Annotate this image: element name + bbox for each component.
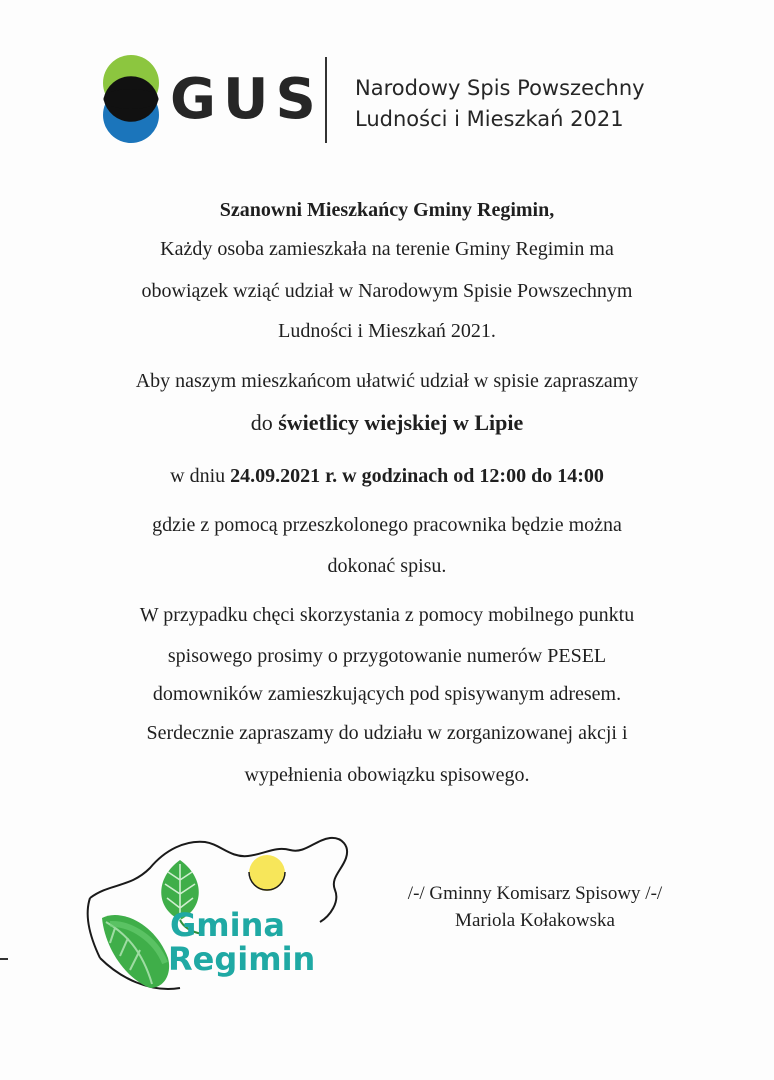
signature-name: Mariola Kołakowska [455, 910, 615, 931]
subtitle-line-1: Narodowy Spis Powszechny [355, 76, 645, 100]
place-prefix: do [250, 410, 279, 435]
header-divider [325, 57, 327, 143]
gmina-regimin-wordmark [170, 908, 315, 976]
paragraph-5-line-5: wypełnienia obowiązku spisowego. [244, 764, 530, 786]
paragraph-5-line-1: W przypadku chęci skorzystania z pomocy mobilnego punktu [139, 604, 635, 626]
paragraph-3 [0, 463, 774, 489]
date-prefix: w dniu [170, 465, 231, 487]
meeting-place: świetlicy wiejskiej w Lipie [278, 410, 524, 435]
signature-block [370, 880, 700, 934]
paragraph-4-line-2: dokonać spisu. [327, 555, 447, 577]
scan-mark [0, 958, 8, 960]
gmina-word: Gmina [170, 906, 285, 944]
paragraph-1-line-2: obowiązek wziąć udział w Narodowym Spisie Powszechnym [141, 280, 633, 302]
paragraph-1-line-1: Każdy osoba zamieszkała na terenie Gminy Regimin ma [160, 238, 614, 260]
paragraph-1-line-3: Ludności i Mieszkań 2021. [278, 320, 496, 342]
paragraph-5-line-2: spisowego prosimy o przygotowanie numerów PESEL [167, 645, 607, 667]
subtitle-line-2: Ludności i Mieszkań 2021 [355, 107, 624, 131]
header-subtitle [355, 73, 645, 135]
paragraph-2-line-1: Aby naszym mieszkańcom ułatwić udział w spisie zapraszamy [135, 370, 639, 392]
signature-title: /-/ Gminny Komisarz Spisowy /-/ [407, 883, 663, 904]
gus-logo-icon [100, 55, 162, 145]
header [100, 55, 700, 150]
greeting: Szanowni Mieszkańcy Gminy Regimin, [219, 199, 555, 221]
paragraph-4-line-1: gdzie z pomocą przeszkolonego pracownika będzie można [152, 514, 622, 536]
gus-wordmark: GUS [170, 67, 323, 132]
paragraph-5-line-3: domowników zamieszkujących pod spisywanym adresem. [152, 683, 622, 705]
regimin-word: Regimin [168, 940, 316, 978]
meeting-date-time: 24.09.2021 r. w godzinach od 12:00 do 14:00 [230, 465, 604, 487]
paragraph-2-line-2 [0, 410, 774, 436]
paragraph-5-line-4: Serdecznie zapraszamy do udziału w zorganizowanej akcji i [146, 722, 628, 744]
